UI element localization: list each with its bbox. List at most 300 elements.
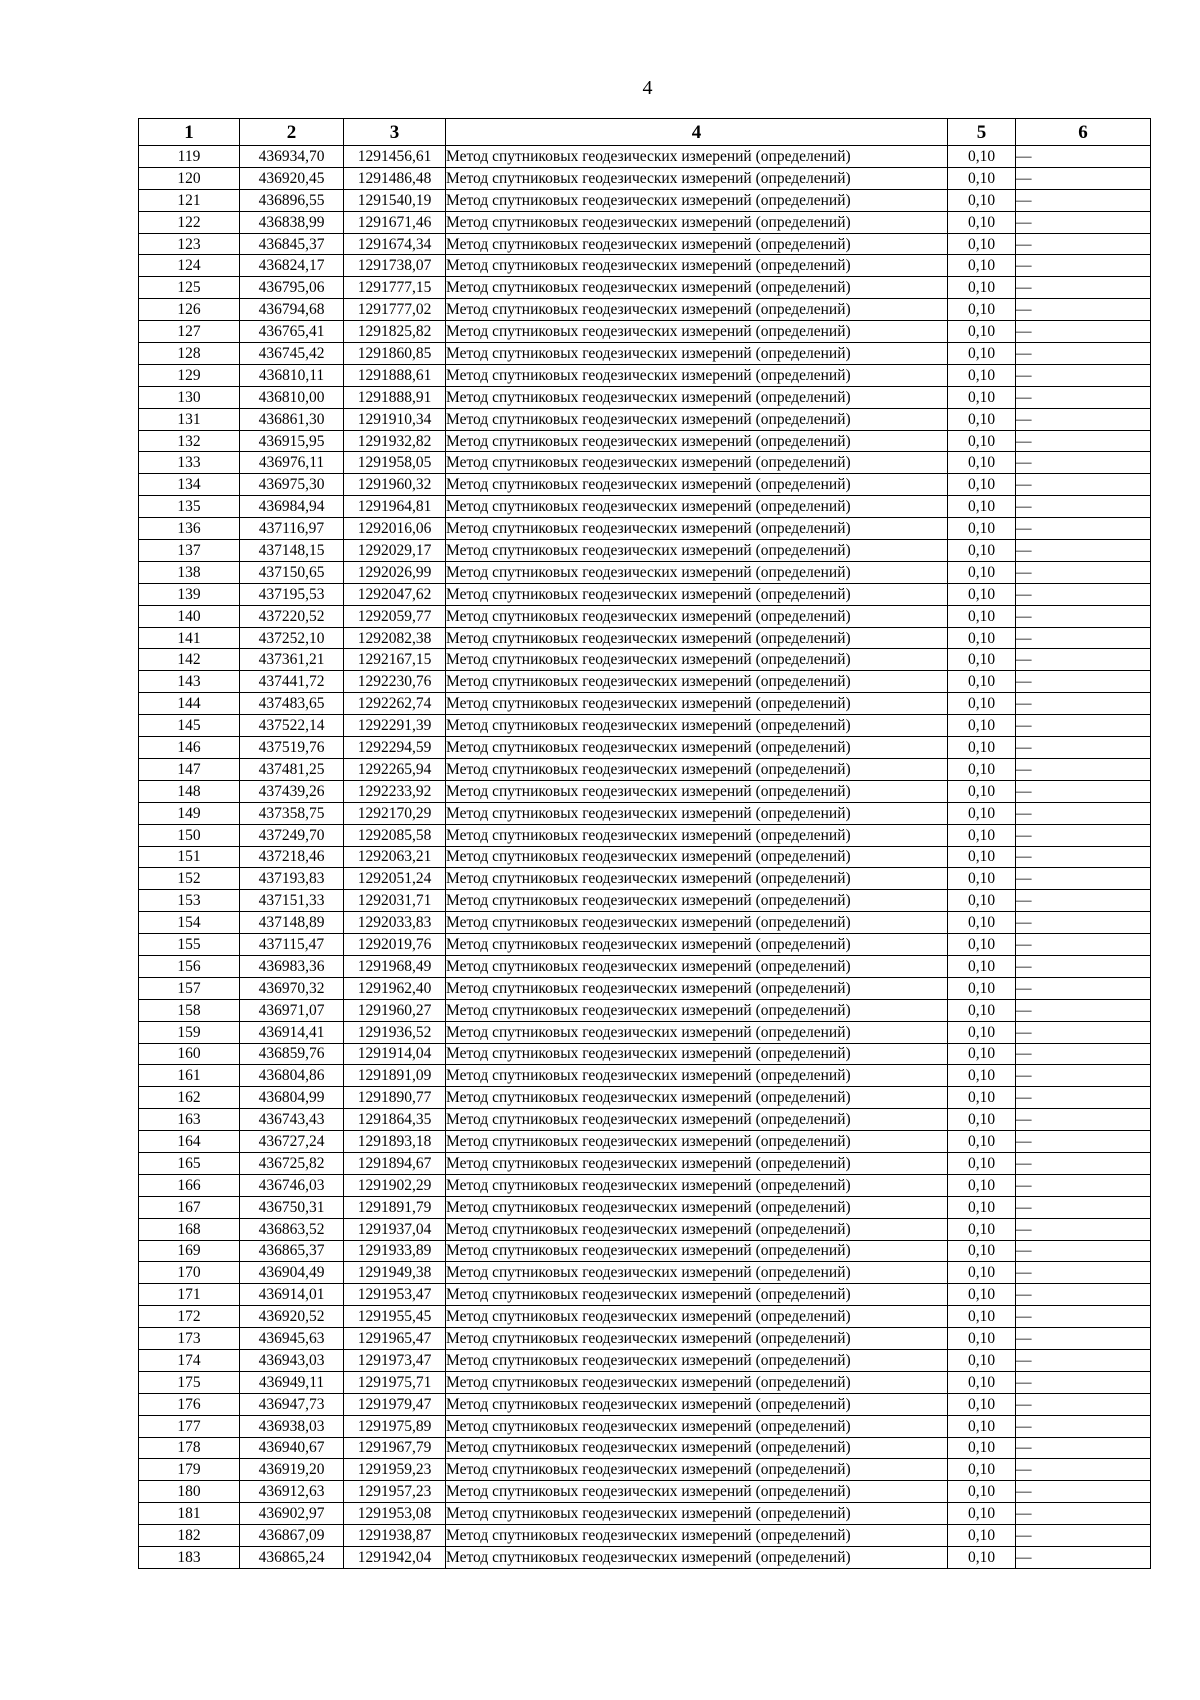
x-coordinate-cell: 436943,03 [240, 1349, 344, 1371]
description-cell: — [1016, 561, 1151, 583]
point-number-cell: 121 [139, 189, 240, 211]
table-row [139, 1525, 1151, 1547]
x-coordinate-cell: 437220,52 [240, 605, 344, 627]
y-coordinate-cell: 1291973,47 [344, 1349, 446, 1371]
method-cell: Метод спутниковых геодезических измерений (определений) [446, 671, 948, 693]
description-cell: — [1016, 1021, 1151, 1043]
x-coordinate-cell: 437441,72 [240, 671, 344, 693]
description-cell: — [1016, 715, 1151, 737]
x-coordinate-cell: 436919,20 [240, 1459, 344, 1481]
method-cell: Метод спутниковых геодезических измерений (определений) [446, 1174, 948, 1196]
table-row [139, 1415, 1151, 1437]
description-cell: — [1016, 912, 1151, 934]
precision-cell: 0,10 [948, 649, 1016, 671]
point-number-cell: 139 [139, 583, 240, 605]
description-cell: — [1016, 780, 1151, 802]
table-body [139, 146, 1151, 1569]
x-coordinate-cell: 436861,30 [240, 408, 344, 430]
precision-cell: 0,10 [948, 1284, 1016, 1306]
method-cell: Метод спутниковых геодезических измерений (определений) [446, 912, 948, 934]
method-cell: Метод спутниковых геодезических измерений (определений) [446, 299, 948, 321]
x-coordinate-cell: 436949,11 [240, 1371, 344, 1393]
table-row [139, 496, 1151, 518]
description-cell: — [1016, 846, 1151, 868]
table-row [139, 693, 1151, 715]
precision-cell: 0,10 [948, 758, 1016, 780]
table-row [139, 1328, 1151, 1350]
y-coordinate-cell: 1291890,77 [344, 1087, 446, 1109]
point-number-cell: 150 [139, 824, 240, 846]
y-coordinate-cell: 1291910,34 [344, 408, 446, 430]
precision-cell: 0,10 [948, 824, 1016, 846]
method-cell: Метод спутниковых геодезических измерений (определений) [446, 1131, 948, 1153]
description-cell: — [1016, 627, 1151, 649]
point-number-cell: 145 [139, 715, 240, 737]
precision-cell: 0,10 [948, 1196, 1016, 1218]
point-number-cell: 157 [139, 977, 240, 999]
point-number-cell: 131 [139, 408, 240, 430]
point-number-cell: 141 [139, 627, 240, 649]
precision-cell: 0,10 [948, 211, 1016, 233]
description-cell: — [1016, 496, 1151, 518]
x-coordinate-cell: 436794,68 [240, 299, 344, 321]
description-cell: — [1016, 146, 1151, 168]
method-cell: Метод спутниковых геодезических измерений (определений) [446, 1437, 948, 1459]
point-number-cell: 134 [139, 474, 240, 496]
description-cell: — [1016, 452, 1151, 474]
method-cell: Метод спутниковых геодезических измерений (определений) [446, 868, 948, 890]
table-row [139, 1503, 1151, 1525]
table-row [139, 1481, 1151, 1503]
precision-cell: 0,10 [948, 846, 1016, 868]
point-number-cell: 165 [139, 1152, 240, 1174]
x-coordinate-cell: 436810,11 [240, 364, 344, 386]
precision-cell: 0,10 [948, 1021, 1016, 1043]
description-cell: — [1016, 802, 1151, 824]
point-number-cell: 120 [139, 167, 240, 189]
column-header-2: 2 [240, 119, 344, 146]
description-cell: — [1016, 1306, 1151, 1328]
x-coordinate-cell: 436743,43 [240, 1109, 344, 1131]
y-coordinate-cell: 1291888,91 [344, 386, 446, 408]
method-cell: Метод спутниковых геодезических измерений (определений) [446, 364, 948, 386]
table-row [139, 452, 1151, 474]
x-coordinate-cell: 436975,30 [240, 474, 344, 496]
precision-cell: 0,10 [948, 868, 1016, 890]
description-cell: — [1016, 386, 1151, 408]
precision-cell: 0,10 [948, 408, 1016, 430]
method-cell: Метод спутниковых геодезических измерений (определений) [446, 1152, 948, 1174]
y-coordinate-cell: 1291456,61 [344, 146, 446, 168]
table-row [139, 1087, 1151, 1109]
y-coordinate-cell: 1291975,89 [344, 1415, 446, 1437]
precision-cell: 0,10 [948, 1152, 1016, 1174]
description-cell: — [1016, 737, 1151, 759]
x-coordinate-cell: 436938,03 [240, 1415, 344, 1437]
description-cell: — [1016, 211, 1151, 233]
page-number: 4 [642, 77, 653, 99]
column-header-1: 1 [139, 119, 240, 146]
method-cell: Метод спутниковых геодезических измерений (определений) [446, 693, 948, 715]
method-cell: Метод спутниковых геодезических измерений (определений) [446, 824, 948, 846]
point-number-cell: 146 [139, 737, 240, 759]
description-cell: — [1016, 1547, 1151, 1569]
point-number-cell: 170 [139, 1262, 240, 1284]
description-cell: — [1016, 1087, 1151, 1109]
x-coordinate-cell: 436859,76 [240, 1043, 344, 1065]
method-cell: Метод спутниковых геодезических измерений (определений) [446, 189, 948, 211]
y-coordinate-cell: 1291975,71 [344, 1371, 446, 1393]
point-number-cell: 135 [139, 496, 240, 518]
point-number-cell: 119 [139, 146, 240, 168]
precision-cell: 0,10 [948, 999, 1016, 1021]
description-cell: — [1016, 1174, 1151, 1196]
description-cell: — [1016, 649, 1151, 671]
method-cell: Метод спутниковых геодезических измерений (определений) [446, 1284, 948, 1306]
table-row [139, 364, 1151, 386]
column-header-5: 5 [948, 119, 1016, 146]
x-coordinate-cell: 437151,33 [240, 890, 344, 912]
description-cell: — [1016, 1240, 1151, 1262]
description-cell: — [1016, 1525, 1151, 1547]
table-row [139, 715, 1151, 737]
description-cell: — [1016, 1196, 1151, 1218]
precision-cell: 0,10 [948, 518, 1016, 540]
precision-cell: 0,10 [948, 1065, 1016, 1087]
point-number-cell: 160 [139, 1043, 240, 1065]
point-number-cell: 180 [139, 1481, 240, 1503]
description-cell: — [1016, 868, 1151, 890]
method-cell: Метод спутниковых геодезических измерений (определений) [446, 737, 948, 759]
y-coordinate-cell: 1291936,52 [344, 1021, 446, 1043]
table-row [139, 1349, 1151, 1371]
description-cell: — [1016, 364, 1151, 386]
x-coordinate-cell: 437439,26 [240, 780, 344, 802]
table-row [139, 561, 1151, 583]
y-coordinate-cell: 1291738,07 [344, 255, 446, 277]
precision-cell: 0,10 [948, 1503, 1016, 1525]
precision-cell: 0,10 [948, 364, 1016, 386]
point-number-cell: 176 [139, 1393, 240, 1415]
precision-cell: 0,10 [948, 605, 1016, 627]
point-number-cell: 174 [139, 1349, 240, 1371]
description-cell: — [1016, 167, 1151, 189]
y-coordinate-cell: 1291979,47 [344, 1393, 446, 1415]
method-cell: Метод спутниковых геодезических измерений (определений) [446, 1525, 948, 1547]
precision-cell: 0,10 [948, 1328, 1016, 1350]
method-cell: Метод спутниковых геодезических измерений (определений) [446, 715, 948, 737]
method-cell: Метод спутниковых геодезических измерений (определений) [446, 233, 948, 255]
precision-cell: 0,10 [948, 890, 1016, 912]
point-number-cell: 173 [139, 1328, 240, 1350]
method-cell: Метод спутниковых геодезических измерений (определений) [446, 496, 948, 518]
point-number-cell: 158 [139, 999, 240, 1021]
point-number-cell: 151 [139, 846, 240, 868]
x-coordinate-cell: 437252,10 [240, 627, 344, 649]
precision-cell: 0,10 [948, 1240, 1016, 1262]
x-coordinate-cell: 436863,52 [240, 1218, 344, 1240]
precision-cell: 0,10 [948, 386, 1016, 408]
method-cell: Метод спутниковых геодезических измерений (определений) [446, 518, 948, 540]
x-coordinate-cell: 437148,89 [240, 912, 344, 934]
y-coordinate-cell: 1291953,08 [344, 1503, 446, 1525]
table-row [139, 1437, 1151, 1459]
precision-cell: 0,10 [948, 474, 1016, 496]
table-row [139, 824, 1151, 846]
point-number-cell: 161 [139, 1065, 240, 1087]
description-cell: — [1016, 277, 1151, 299]
column-header-6: 6 [1016, 119, 1151, 146]
precision-cell: 0,10 [948, 671, 1016, 693]
description-cell: — [1016, 1065, 1151, 1087]
y-coordinate-cell: 1291777,02 [344, 299, 446, 321]
y-coordinate-cell: 1291888,61 [344, 364, 446, 386]
table-row [139, 1021, 1151, 1043]
description-cell: — [1016, 540, 1151, 562]
y-coordinate-cell: 1291942,04 [344, 1547, 446, 1569]
method-cell: Метод спутниковых геодезических измерений (определений) [446, 1306, 948, 1328]
method-cell: Метод спутниковых геодезических измерений (определений) [446, 1481, 948, 1503]
description-cell: — [1016, 758, 1151, 780]
point-number-cell: 147 [139, 758, 240, 780]
point-number-cell: 159 [139, 1021, 240, 1043]
table-row [139, 583, 1151, 605]
precision-cell: 0,10 [948, 780, 1016, 802]
precision-cell: 0,10 [948, 802, 1016, 824]
table-row [139, 211, 1151, 233]
method-cell: Метод спутниковых геодезических измерений (определений) [446, 386, 948, 408]
description-cell: — [1016, 255, 1151, 277]
precision-cell: 0,10 [948, 693, 1016, 715]
y-coordinate-cell: 1292167,15 [344, 649, 446, 671]
method-cell: Метод спутниковых геодезических измерений (определений) [446, 561, 948, 583]
y-coordinate-cell: 1291860,85 [344, 343, 446, 365]
y-coordinate-cell: 1292233,92 [344, 780, 446, 802]
method-cell: Метод спутниковых геодезических измерений (определений) [446, 999, 948, 1021]
precision-cell: 0,10 [948, 1174, 1016, 1196]
point-number-cell: 178 [139, 1437, 240, 1459]
x-coordinate-cell: 436914,01 [240, 1284, 344, 1306]
method-cell: Метод спутниковых геодезических измерений (определений) [446, 1415, 948, 1437]
x-coordinate-cell: 436810,00 [240, 386, 344, 408]
y-coordinate-cell: 1291953,47 [344, 1284, 446, 1306]
x-coordinate-cell: 437148,15 [240, 540, 344, 562]
description-cell: — [1016, 977, 1151, 999]
table-row [139, 1218, 1151, 1240]
x-coordinate-cell: 436804,99 [240, 1087, 344, 1109]
point-number-cell: 162 [139, 1087, 240, 1109]
method-cell: Метод спутниковых геодезических измерений (определений) [446, 1218, 948, 1240]
table-row [139, 277, 1151, 299]
y-coordinate-cell: 1291968,49 [344, 955, 446, 977]
x-coordinate-cell: 436867,09 [240, 1525, 344, 1547]
precision-cell: 0,10 [948, 1437, 1016, 1459]
precision-cell: 0,10 [948, 1547, 1016, 1569]
method-cell: Метод спутниковых геодезических измерений (определений) [446, 583, 948, 605]
table-row [139, 1152, 1151, 1174]
column-header-4: 4 [446, 119, 948, 146]
method-cell: Метод спутниковых геодезических измерений (определений) [446, 321, 948, 343]
y-coordinate-cell: 1291949,38 [344, 1262, 446, 1284]
description-cell: — [1016, 343, 1151, 365]
table-row [139, 1262, 1151, 1284]
method-cell: Метод спутниковых геодезических измерений (определений) [446, 1547, 948, 1569]
table-row [139, 146, 1151, 168]
x-coordinate-cell: 436896,55 [240, 189, 344, 211]
x-coordinate-cell: 436920,52 [240, 1306, 344, 1328]
point-number-cell: 153 [139, 890, 240, 912]
y-coordinate-cell: 1291893,18 [344, 1131, 446, 1153]
column-header-3: 3 [344, 119, 446, 146]
precision-cell: 0,10 [948, 1371, 1016, 1393]
point-number-cell: 124 [139, 255, 240, 277]
x-coordinate-cell: 436865,37 [240, 1240, 344, 1262]
point-number-cell: 164 [139, 1131, 240, 1153]
y-coordinate-cell: 1291964,81 [344, 496, 446, 518]
x-coordinate-cell: 436904,49 [240, 1262, 344, 1284]
x-coordinate-cell: 436912,63 [240, 1481, 344, 1503]
table-row [139, 977, 1151, 999]
table-row [139, 1284, 1151, 1306]
point-number-cell: 152 [139, 868, 240, 890]
method-cell: Метод спутниковых геодезических измерений (определений) [446, 343, 948, 365]
point-number-cell: 127 [139, 321, 240, 343]
y-coordinate-cell: 1292063,21 [344, 846, 446, 868]
x-coordinate-cell: 437522,14 [240, 715, 344, 737]
table-row [139, 649, 1151, 671]
method-cell: Метод спутниковых геодезических измерений (определений) [446, 977, 948, 999]
y-coordinate-cell: 1291932,82 [344, 430, 446, 452]
y-coordinate-cell: 1291960,32 [344, 474, 446, 496]
point-number-cell: 168 [139, 1218, 240, 1240]
method-cell: Метод спутниковых геодезических измерений (определений) [446, 430, 948, 452]
table-row [139, 1065, 1151, 1087]
y-coordinate-cell: 1292029,17 [344, 540, 446, 562]
precision-cell: 0,10 [948, 715, 1016, 737]
y-coordinate-cell: 1292019,76 [344, 934, 446, 956]
method-cell: Метод спутниковых геодезических измерений (определений) [446, 846, 948, 868]
x-coordinate-cell: 436915,95 [240, 430, 344, 452]
table-row [139, 189, 1151, 211]
precision-cell: 0,10 [948, 1481, 1016, 1503]
y-coordinate-cell: 1291777,15 [344, 277, 446, 299]
y-coordinate-cell: 1291955,45 [344, 1306, 446, 1328]
y-coordinate-cell: 1292059,77 [344, 605, 446, 627]
description-cell: — [1016, 1328, 1151, 1350]
method-cell: Метод спутниковых геодезических измерений (определений) [446, 1328, 948, 1350]
description-cell: — [1016, 824, 1151, 846]
method-cell: Метод спутниковых геодезических измерений (определений) [446, 934, 948, 956]
table-row [139, 1131, 1151, 1153]
y-coordinate-cell: 1291965,47 [344, 1328, 446, 1350]
precision-cell: 0,10 [948, 146, 1016, 168]
description-cell: — [1016, 474, 1151, 496]
method-cell: Метод спутниковых геодезических измерений (определений) [446, 1393, 948, 1415]
table-row [139, 1043, 1151, 1065]
method-cell: Метод спутниковых геодезических измерений (определений) [446, 1021, 948, 1043]
x-coordinate-cell: 436914,41 [240, 1021, 344, 1043]
precision-cell: 0,10 [948, 321, 1016, 343]
y-coordinate-cell: 1292026,99 [344, 561, 446, 583]
x-coordinate-cell: 436902,97 [240, 1503, 344, 1525]
point-number-cell: 163 [139, 1109, 240, 1131]
point-number-cell: 177 [139, 1415, 240, 1437]
point-number-cell: 137 [139, 540, 240, 562]
table-row [139, 846, 1151, 868]
method-cell: Метод спутниковых геодезических измерений (определений) [446, 955, 948, 977]
precision-cell: 0,10 [948, 255, 1016, 277]
method-cell: Метод спутниковых геодезических измерений (определений) [446, 1240, 948, 1262]
table-row [139, 912, 1151, 934]
point-number-cell: 142 [139, 649, 240, 671]
y-coordinate-cell: 1291914,04 [344, 1043, 446, 1065]
precision-cell: 0,10 [948, 1349, 1016, 1371]
y-coordinate-cell: 1292230,76 [344, 671, 446, 693]
precision-cell: 0,10 [948, 540, 1016, 562]
x-coordinate-cell: 437361,21 [240, 649, 344, 671]
y-coordinate-cell: 1292082,38 [344, 627, 446, 649]
point-number-cell: 169 [139, 1240, 240, 1262]
method-cell: Метод спутниковых геодезических измерений (определений) [446, 408, 948, 430]
method-cell: Метод спутниковых геодезических измерений (определений) [446, 540, 948, 562]
method-cell: Метод спутниковых геодезических измерений (определений) [446, 1503, 948, 1525]
x-coordinate-cell: 437249,70 [240, 824, 344, 846]
table-row [139, 540, 1151, 562]
table-row [139, 343, 1151, 365]
point-number-cell: 181 [139, 1503, 240, 1525]
y-coordinate-cell: 1292016,06 [344, 518, 446, 540]
table-row [139, 1174, 1151, 1196]
precision-cell: 0,10 [948, 561, 1016, 583]
table-row [139, 1196, 1151, 1218]
x-coordinate-cell: 436945,63 [240, 1328, 344, 1350]
y-coordinate-cell: 1291933,89 [344, 1240, 446, 1262]
method-cell: Метод спутниковых геодезических измерений (определений) [446, 1459, 948, 1481]
precision-cell: 0,10 [948, 583, 1016, 605]
point-number-cell: 149 [139, 802, 240, 824]
x-coordinate-cell: 436920,45 [240, 167, 344, 189]
description-cell: — [1016, 1503, 1151, 1525]
description-cell: — [1016, 1109, 1151, 1131]
x-coordinate-cell: 436838,99 [240, 211, 344, 233]
precision-cell: 0,10 [948, 167, 1016, 189]
precision-cell: 0,10 [948, 1109, 1016, 1131]
table-row [139, 737, 1151, 759]
table-row [139, 1109, 1151, 1131]
y-coordinate-cell: 1291674,34 [344, 233, 446, 255]
method-cell: Метод спутниковых геодезических измерений (определений) [446, 1349, 948, 1371]
table-row [139, 255, 1151, 277]
x-coordinate-cell: 437195,53 [240, 583, 344, 605]
x-coordinate-cell: 436970,32 [240, 977, 344, 999]
table-row [139, 758, 1151, 780]
x-coordinate-cell: 437519,76 [240, 737, 344, 759]
x-coordinate-cell: 437193,83 [240, 868, 344, 890]
table-row [139, 1459, 1151, 1481]
table-row [139, 671, 1151, 693]
point-number-cell: 175 [139, 1371, 240, 1393]
method-cell: Метод спутниковых геодезических измерений (определений) [446, 890, 948, 912]
y-coordinate-cell: 1292265,94 [344, 758, 446, 780]
point-number-cell: 166 [139, 1174, 240, 1196]
precision-cell: 0,10 [948, 1218, 1016, 1240]
method-cell: Метод спутниковых геодезических измерений (определений) [446, 167, 948, 189]
precision-cell: 0,10 [948, 1131, 1016, 1153]
x-coordinate-cell: 436725,82 [240, 1152, 344, 1174]
table-row [139, 408, 1151, 430]
point-number-cell: 122 [139, 211, 240, 233]
precision-cell: 0,10 [948, 430, 1016, 452]
